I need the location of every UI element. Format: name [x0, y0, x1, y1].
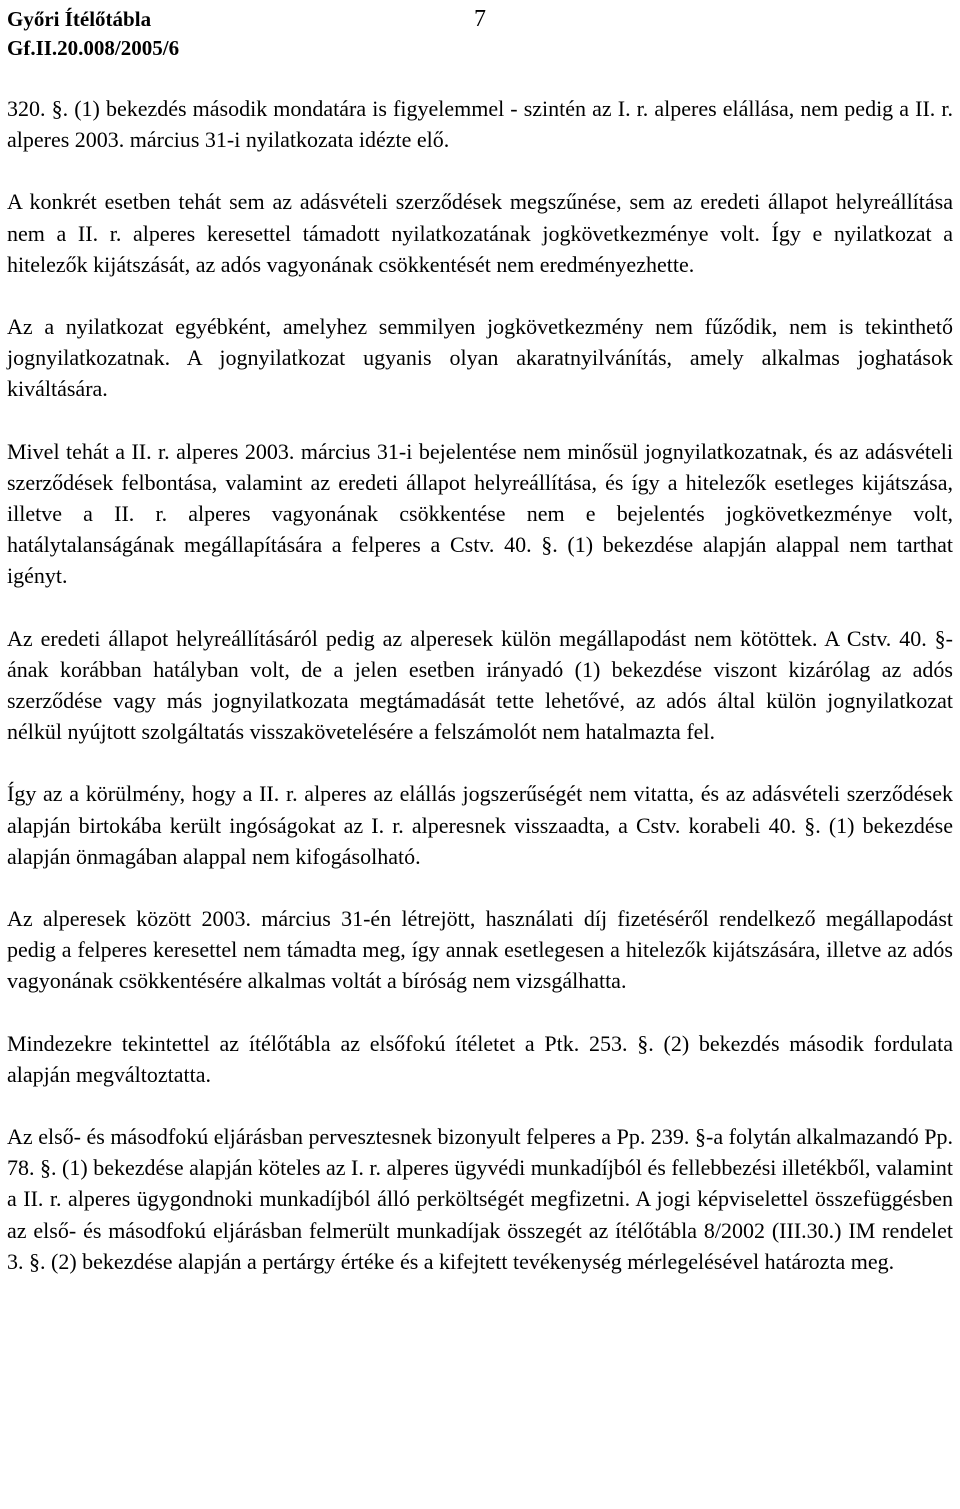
paragraph: Így az a körülmény, hogy a II. r. alperes az elállás jogszerűségét nem vitatta, és az adásvételi szerződések alapján birtokába került ingóságokat az I. r. alperesnek visszaadta, a Cstv. korabeli 40. §. (1) bekezdése alapján önmagában alappal nem kifogásolható. — [7, 781, 953, 869]
page-header — [7, 6, 953, 66]
paragraph: Az a nyilatkozat egyébként, amelyhez semmilyen jogkövetkezmény nem fűződik, nem is tekinthető jognyilatkozatnak. A jognyilatkozat ugyanis olyan akaratnyilvánítás, amely alkalmas joghatások kiváltására. — [7, 314, 953, 402]
document-body — [7, 93, 953, 1277]
paragraph: Az alperesek között 2003. március 31-én létrejött, használati díj fizetéséről rendelkező megállapodást pedig a felperes keresettel nem támadta meg, így annak esetlegesen a hitelezők kijátszására, illetve az adós vagyonának csökkentésére alkalmas voltát a bíróság nem vizsgálhatta. — [7, 906, 953, 994]
paragraph: 320. §. (1) bekezdés második mondatára is figyelemmel - szintén az I. r. alperes elállása, nem pedig a II. r. alperes 2003. március 31-i nyilatkozata idézte elő. — [7, 96, 953, 153]
paragraph: A konkrét esetben tehát sem az adásvételi szerződések megszűnése, sem az eredeti állapot helyreállítása nem a II. r. alperes keresettel támadott nyilatkozatának jogkövetkezménye volt. Így e nyilatkozat a hitelezők kijátszását, az adós vagyonának csökkentését nem eredményezhette. — [7, 189, 953, 277]
paragraph: Az eredeti állapot helyreállításáról pedig az alperesek külön megállapodást nem kötöttek. A Cstv. 40. §-ának korábban hatályban volt, de a jelen esetben irányadó (1) bekezdése viszont kizárólag az adós szerződése vagy más jognyilatkozata megtámadását tette lehetővé, az adós által külön jognyilatkozat nélkül nyújtott szolgáltatás visszakövetelésére a felszámolót nem hatalmazta fel. — [7, 625, 953, 745]
paragraph: Mivel tehát a II. r. alperes 2003. március 31-i bejelentése nem minősül jognyilatkozatnak, és az adásvételi szerződések felbontása, valamint az eredeti állapot helyreállítása, és így a hitelezők esetleges kijátszása, illetve a II. r. alperes vagyonának csökkentése nem e bejelentés jogkövetkezménye volt, hatálytalanságának megállapítására a felperes a Cstv. 40. §. (1) bekezdése alapján alappal nem tarthat igényt. — [7, 438, 953, 589]
paragraph: Az első- és másodfokú eljárásban pervesztesnek bizonyult felperes a Pp. 239. §-a folytán alkalmazandó Pp. 78. §. (1) bekezdése alapján köteles az I. r. alperes ügyvédi munkadíjból és fellebbezési illetékből, valamint a II. r. alperes ügygondnoki munkadíjból álló perköltségét megfizetni. A jogi képviselettel összefüggésben az első- és másodfokú eljárásban felmerült munkadíjak összegét az ítélőtábla 8/2002 (III.30.) IM rendelet 3. §. (2) bekezdése alapján a pertárgy értéke és a kifejtett tevékenység mérlegelésével határozta meg. — [7, 1124, 953, 1274]
paragraph: Mindezekre tekintettel az ítélőtábla az elsőfokú ítéletet a Ptk. 253. §. (2) bekezdés második fordulata alapján megváltoztatta. — [7, 1030, 953, 1087]
case-number: Gf.II.20.008/2005/6 — [7, 36, 180, 60]
page-number: 7 — [474, 6, 486, 32]
court-name: Győri Ítélőtábla — [7, 7, 152, 31]
